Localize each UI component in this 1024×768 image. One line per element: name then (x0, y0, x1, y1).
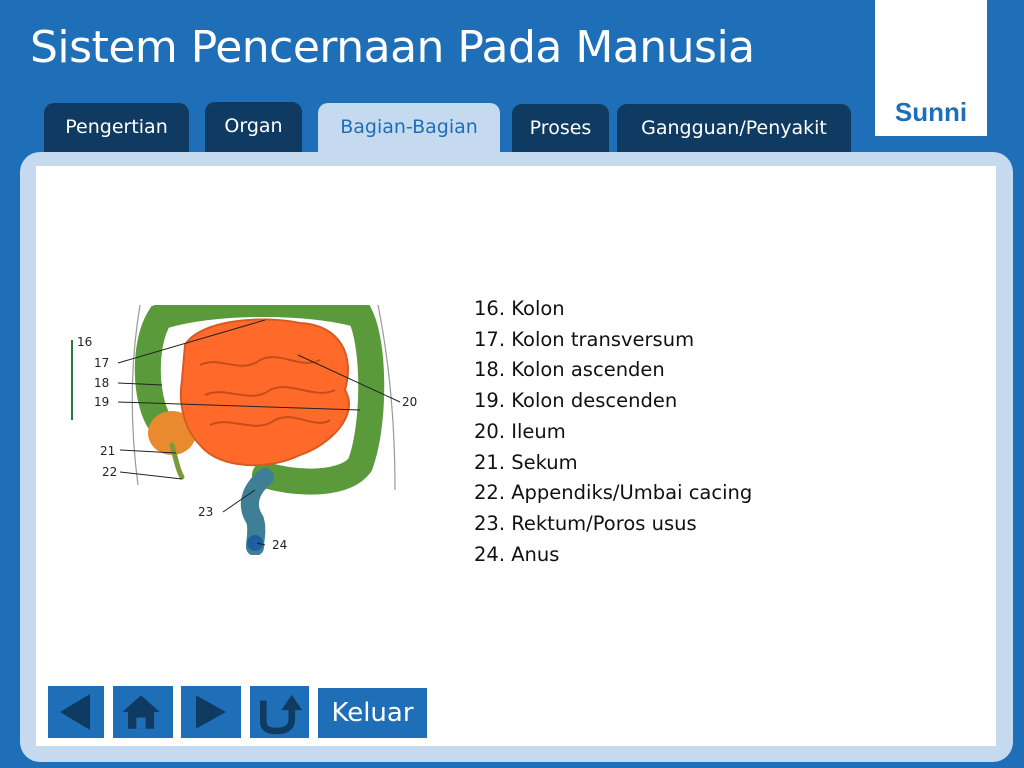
label-16: 16 (77, 335, 93, 349)
list-item: 19. Kolon descenden (474, 389, 678, 413)
intestine-diagram (60, 305, 440, 555)
arrow-left-icon (48, 686, 104, 738)
brand-text: Sunni (894, 97, 968, 127)
tab-label: Gangguan/Penyakit (641, 117, 827, 139)
page-title: Sistem Pencernaan Pada Manusia (30, 22, 755, 73)
brand-logo (875, 0, 987, 136)
tab-bagian-bagian[interactable] (318, 103, 500, 156)
tab-proses[interactable] (512, 104, 609, 154)
label-23: 23 (198, 505, 214, 519)
tab-pengertian[interactable] (44, 103, 189, 153)
list-item: 22. Appendiks/Umbai cacing (474, 481, 753, 505)
list-item: 20. Ileum (474, 419, 566, 443)
label-20: 20 (402, 395, 418, 409)
tab-label: Pengertian (65, 116, 168, 138)
tab-organ[interactable] (205, 102, 302, 152)
label-21: 21 (100, 444, 116, 458)
label-22: 22 (102, 465, 118, 479)
list-item: 23. Rektum/Poros usus (474, 511, 697, 535)
label-19: 19 (94, 395, 110, 409)
tab-gangguan-penyakit[interactable] (617, 104, 851, 154)
return-button[interactable] (250, 686, 309, 738)
prev-button[interactable] (48, 686, 104, 738)
parts-list (474, 294, 752, 570)
tab-label: Proses (529, 117, 592, 139)
exit-button[interactable]: Keluar (318, 688, 427, 738)
arrow-right-icon (181, 686, 237, 738)
home-button[interactable] (113, 686, 173, 738)
home-icon (113, 686, 169, 738)
list-item: 24. Anus (474, 542, 560, 566)
list-item: 17. Kolon transversum (474, 327, 695, 351)
return-icon (250, 686, 306, 738)
next-button[interactable] (181, 686, 241, 738)
tab-label: Organ (224, 115, 283, 137)
label-24: 24 (272, 538, 288, 552)
list-item: 18. Kolon ascenden (474, 358, 665, 382)
tab-label: Bagian-Bagian (340, 116, 478, 138)
label-18: 18 (94, 376, 110, 390)
label-17: 17 (94, 356, 110, 370)
list-item: 21. Sekum (474, 450, 578, 474)
list-item: 16. Kolon (474, 297, 565, 320)
